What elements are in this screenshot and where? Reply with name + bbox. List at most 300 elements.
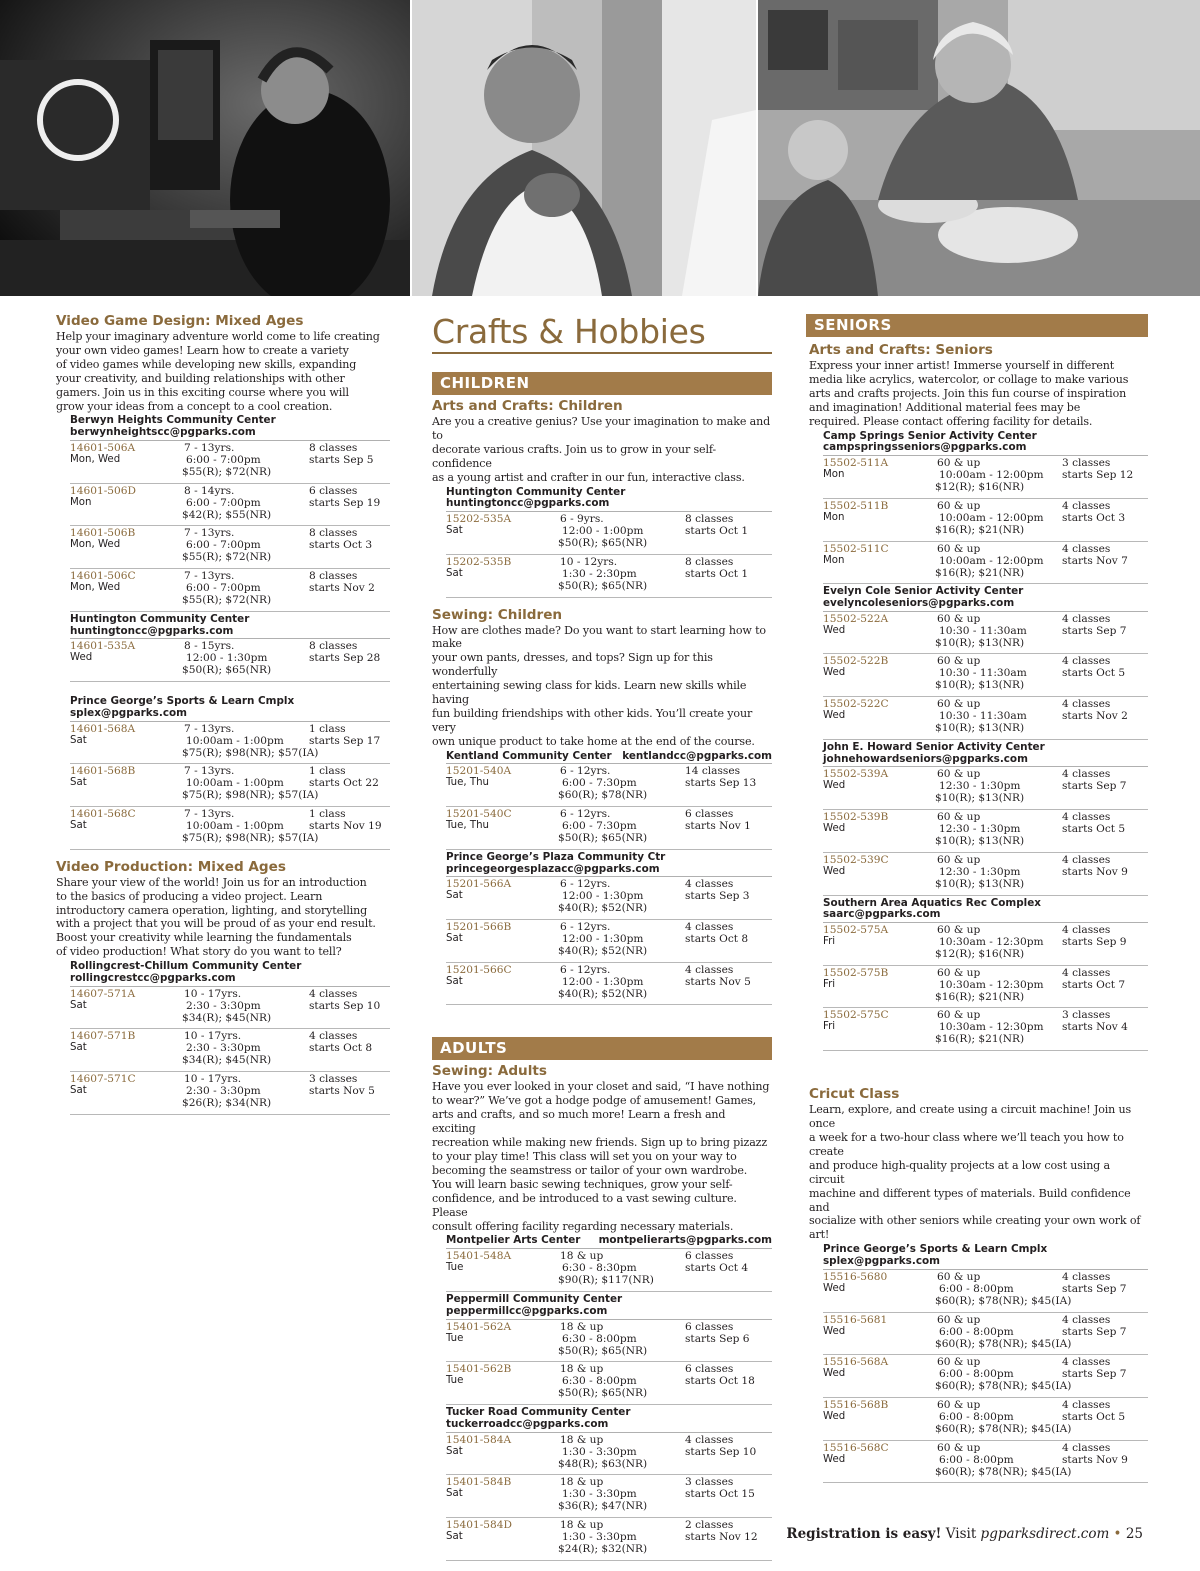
class-row[interactable] [823,1355,1148,1398]
class-count: 8 classes [685,555,734,568]
description-line: fun building friendships with other kids. You’ll create your very [432,706,753,734]
offerings [446,1235,772,1560]
class-time: 6:00 - 8:00pm [939,1325,1014,1338]
class-code[interactable]: 14601-506B [70,527,136,540]
class-code[interactable]: 15401-584B [446,1476,512,1489]
facility-email[interactable]: huntingtoncc@pgparks.com [70,624,234,637]
class-start: starts Nov 7 [1062,554,1128,567]
facility-email[interactable]: peppermillcc@pgparks.com [446,1304,608,1317]
class-fee: $12(R); $16(NR) [935,481,1025,494]
section-title-sewing-adults: Sewing: Adults [432,1063,547,1080]
facility-header [446,1294,772,1320]
class-days: Fri [823,1021,836,1033]
class-row[interactable] [823,923,1148,966]
description-line: a week for a two-hour class where we’ll teach you how to create [809,1130,1124,1158]
class-time: 2:30 - 3:30pm [186,999,261,1012]
class-ages: 6 - 12yrs. [560,765,611,778]
class-count: 4 classes [309,1030,358,1043]
section-title-video-game-design-mixed-ages: Video Game Design: Mixed Ages [56,313,304,329]
class-count: 3 classes [1062,1009,1111,1022]
class-days: Mon [823,469,845,481]
class-code[interactable]: 15202-535B [446,555,512,568]
facility-name: Southern Area Aquatics Rec Complex [823,896,1041,909]
class-days: Wed [70,652,93,664]
facility-email[interactable]: saarc@pgparks.com [823,908,941,921]
class-start: starts Sep 12 [1062,469,1134,482]
class-code[interactable]: 14601-568C [70,808,136,821]
class-ages: 60 & up [937,542,981,555]
class-count: 8 classes [685,513,734,526]
class-start: starts Nov 1 [685,820,751,833]
class-code[interactable]: 15502-575A [823,924,889,937]
facility-header [446,1235,772,1249]
class-ages: 7 - 13yrs. [184,442,235,455]
class-count: 4 classes [1062,655,1111,668]
class-time: 12:00 - 1:30pm [186,652,268,665]
class-count: 4 classes [1062,1313,1111,1326]
description-line: machine and different types of materials. Build confidence and [809,1186,1131,1214]
facility-email[interactable]: splex@pgparks.com [70,706,187,719]
class-fee: $60(R); $78(NR); $45(IA) [935,1337,1072,1350]
class-row[interactable] [70,526,390,569]
class-days: Wed [823,1453,846,1465]
class-row[interactable] [446,1249,772,1292]
class-fee: $50(R); $65(NR) [558,1387,648,1400]
class-days: Wed [823,823,846,835]
class-row[interactable] [446,1320,772,1363]
class-start: starts Oct 4 [685,1262,749,1275]
class-ages: 18 & up [560,1320,604,1333]
class-days: Sat [446,525,463,537]
class-fee: $16(R); $21(NR) [935,566,1025,579]
class-row[interactable] [446,963,772,1006]
class-start: starts Nov 9 [1062,1453,1128,1466]
facility-header [446,487,772,513]
class-row[interactable] [446,555,772,598]
class-code[interactable]: 14601-568A [70,722,136,735]
class-count: 4 classes [1062,1441,1111,1454]
class-fee: $10(R); $13(NR) [935,877,1025,890]
class-ages: 60 & up [937,698,981,711]
class-fee: $50(R); $65(NR) [182,664,272,677]
class-code[interactable]: 14601-568B [70,765,136,778]
class-row[interactable] [823,612,1148,655]
class-days: Tue [446,1262,464,1274]
class-row[interactable] [823,456,1148,499]
class-fee: $55(R); $72(NR) [182,466,272,479]
class-days: Tue, Thu [446,777,490,789]
class-fee: $34(R); $45(NR) [182,1054,272,1067]
class-start: starts Oct 3 [309,539,373,552]
description-line: own unique product to take home at the end of the course. [432,734,755,748]
class-start: starts Oct 8 [309,1042,373,1055]
class-code[interactable]: 15502-522B [823,655,889,668]
class-fee: $90(R); $117(NR) [558,1274,654,1287]
class-count: 4 classes [685,878,734,891]
class-count: 4 classes [1062,698,1111,711]
class-fee: $60(R); $78(NR); $45(IA) [935,1422,1072,1435]
class-row[interactable] [446,1475,772,1518]
class-count: 4 classes [1062,924,1111,937]
class-code[interactable]: 15516-568B [823,1398,889,1411]
class-time: 10:00am - 12:00pm [939,554,1044,567]
description-line: as a young artist and crafter in our fun, interactive class. [432,470,745,484]
facility-email[interactable]: splex@pgparks.com [823,1255,940,1268]
description-line: Are you a creative genius? Use your imagination to make and to [432,415,771,442]
facility-email[interactable]: montpelierarts@pgparks.com [598,1234,772,1247]
class-start: starts Nov 9 [1062,865,1128,878]
class-row[interactable] [70,639,390,682]
class-code[interactable]: 15201-566A [446,878,512,891]
offerings [446,487,772,598]
class-count: 4 classes [1062,1398,1111,1411]
description-line: to the basics of producing a video project. Learn [56,889,323,903]
class-fee: $40(R); $52(NR) [558,987,648,1000]
description-line: gamers. Join us in this exciting course where you will [56,385,349,399]
class-time: 12:00 - 1:30pm [562,933,644,946]
class-time: 12:00 - 1:30pm [562,890,644,903]
class-count: 6 classes [685,1250,734,1263]
facility-header [823,586,1148,612]
class-days: Mon [823,554,845,566]
class-fee: $50(R); $65(NR) [558,832,648,845]
facility-email[interactable]: huntingtoncc@pgparks.com [446,497,610,510]
class-code[interactable]: 15502-575C [823,1009,889,1022]
class-count: 4 classes [685,921,734,934]
class-fee: $48(R); $63(NR) [558,1457,648,1470]
class-start: starts Sep 17 [309,734,381,747]
class-ages: 60 & up [937,768,981,781]
class-time: 6:00 - 7:00pm [186,539,261,552]
class-row[interactable] [70,569,390,612]
class-count: 8 classes [309,527,358,540]
class-start: starts Sep 7 [1062,624,1127,637]
class-code[interactable]: 15401-562A [446,1320,512,1333]
class-ages: 60 & up [937,811,981,824]
class-days: Wed [823,1368,846,1380]
class-time: 12:00 - 1:30pm [562,975,644,988]
facility-email[interactable]: kentlandcc@pgparks.com [622,749,772,762]
website-link[interactable]: pgparksdirect.com [980,1526,1110,1542]
class-row[interactable] [446,512,772,555]
class-row[interactable] [823,966,1148,1009]
class-code[interactable]: 15201-566B [446,921,512,934]
class-count: 6 classes [685,1363,734,1376]
facility-name: Kentland Community Center [446,749,612,762]
description-line: your own pants, dresses, and tops? Sign up for this wonderfully [432,651,713,679]
class-time: 10:00am - 12:00pm [939,469,1044,482]
class-row[interactable] [823,654,1148,697]
class-code[interactable]: 15502-522A [823,612,889,625]
class-row[interactable] [823,499,1148,542]
class-start: starts Sep 7 [1062,1325,1127,1338]
class-ages: 60 & up [937,612,981,625]
class-code[interactable]: 15516-568A [823,1356,889,1369]
class-code[interactable]: 15401-584A [446,1433,512,1446]
class-count: 6 classes [685,808,734,821]
class-code[interactable]: 14601-535A [70,640,136,653]
class-fee: $16(R); $21(NR) [935,523,1025,536]
class-fee: $60(R); $78(NR); $45(IA) [935,1465,1072,1478]
class-time: 10:30 - 11:30am [939,624,1027,637]
description-line: Help your imaginary adventure world come to life creating [56,330,380,343]
facility-name: Huntington Community Center [446,485,626,498]
section-description [432,1080,772,1233]
class-ages: 10 - 17yrs. [184,1073,242,1086]
class-row[interactable] [823,542,1148,585]
class-ages: 6 - 12yrs. [560,878,611,891]
class-row[interactable] [70,764,390,807]
facility-email[interactable]: rollingcrestcc@pgparks.com [70,971,236,984]
class-row[interactable] [446,1433,772,1476]
facility-email[interactable]: johnehowardseniors@pgparks.com [823,752,1028,765]
class-code[interactable]: 15401-548A [446,1250,512,1263]
footer [786,1526,1143,1542]
class-ages: 6 - 12yrs. [560,963,611,976]
section-title-sewing-children: Sewing: Children [432,606,563,623]
class-code[interactable]: 14601-506C [70,570,136,583]
class-fee: $50(R); $65(NR) [558,537,648,550]
category-bar-children: CHILDREN [432,372,772,395]
description-line: Share your view of the world! Join us for an introduction [56,875,367,889]
page-heading: Crafts & Hobbies [432,314,772,354]
facility-email[interactable]: evelyncoleseniors@pgparks.com [823,596,1015,609]
class-days: Tue [446,1332,464,1344]
class-start: starts Oct 5 [1062,823,1126,836]
class-time: 2:30 - 3:30pm [186,1042,261,1055]
class-code[interactable]: 15201-566C [446,963,512,976]
class-ages: 8 - 14yrs. [184,484,235,497]
class-days: Sat [446,1530,463,1542]
class-days: Fri [823,936,836,948]
class-fee: $50(R); $65(NR) [558,579,648,592]
section-description [809,1103,1148,1242]
class-row[interactable] [70,807,390,850]
class-row[interactable] [446,764,772,807]
section-description [809,359,1148,429]
description-line: You will learn basic sewing techniques, grow your self- [432,1177,733,1191]
class-count: 4 classes [1062,966,1111,979]
class-days: Sat [446,1445,463,1457]
class-time: 12:30 - 1:30pm [939,780,1021,793]
class-count: 3 classes [685,1476,734,1489]
class-fee: $60(R); $78(NR); $45(IA) [935,1294,1072,1307]
class-fee: $10(R); $13(NR) [935,792,1025,805]
class-code[interactable]: 15502-511B [823,499,889,512]
class-code[interactable]: 15502-522C [823,698,889,711]
class-ages: 6 - 12yrs. [560,921,611,934]
class-row[interactable] [823,1008,1148,1051]
class-row[interactable] [70,987,390,1030]
class-code[interactable]: 14607-571B [70,1030,136,1043]
class-start: starts Sep 13 [685,777,757,790]
class-time: 6:00 - 8:00pm [939,1368,1014,1381]
class-row[interactable] [446,877,772,920]
class-start: starts Oct 7 [1062,978,1126,991]
class-time: 6:00 - 7:30pm [562,820,637,833]
class-code[interactable]: 15202-535A [446,513,512,526]
class-days: Sat [446,1488,463,1500]
class-code[interactable]: 14601-506A [70,442,136,455]
class-count: 4 classes [1062,612,1111,625]
class-time: 6:00 - 7:30pm [562,777,637,790]
class-fee: $42(R); $55(NR) [182,508,272,521]
class-start: starts Sep 6 [685,1332,750,1345]
class-row[interactable] [823,1398,1148,1441]
class-start: starts Sep 7 [1062,1368,1127,1381]
column-left [56,314,390,1125]
class-days: Mon, Wed [70,539,121,551]
class-code[interactable]: 15516-568C [823,1441,889,1454]
description-line: Learn, explore, and create using a circuit machine! Join us once [809,1103,1132,1131]
class-row[interactable] [823,853,1148,896]
facility-email[interactable]: tuckerroadcc@pgparks.com [446,1417,609,1430]
class-code[interactable]: 14601-506D [70,484,136,497]
facility-header [70,614,390,640]
facility-email[interactable]: berwynheightscc@pgparks.com [70,426,256,439]
facility-header [446,1407,772,1433]
class-row[interactable] [70,722,390,765]
class-row[interactable] [446,1518,772,1561]
class-fee: $75(R); $98(NR); $57(IA) [182,832,319,845]
class-row[interactable] [823,1313,1148,1356]
class-row[interactable] [823,1270,1148,1313]
section-description [432,415,772,485]
class-ages: 7 - 13yrs. [184,570,235,583]
class-ages: 60 & up [937,1356,981,1369]
facility-name: Berwyn Heights Community Center [70,414,276,427]
class-days: Sat [70,820,87,832]
facility-name: Camp Springs Senior Activity Center [823,429,1037,442]
class-fee: $50(R); $65(NR) [558,1344,648,1357]
class-fee: $24(R); $32(NR) [558,1542,648,1555]
class-start: starts Oct 5 [1062,667,1126,680]
class-row[interactable] [823,697,1148,740]
class-count: 8 classes [309,570,358,583]
class-count: 4 classes [1062,853,1111,866]
class-days: Sat [70,777,87,789]
class-code[interactable]: 15516-5680 [823,1270,888,1283]
facility-name: Prince George’s Sports & Learn Cmplx [70,695,295,708]
class-count: 8 classes [309,640,358,653]
class-row[interactable] [823,810,1148,853]
class-ages: 7 - 13yrs. [184,765,235,778]
facility-name: Huntington Community Center [70,612,250,625]
class-code[interactable]: 15401-584D [446,1518,512,1531]
class-start: starts Sep 3 [685,890,750,903]
class-time: 1:30 - 3:30pm [562,1445,637,1458]
class-code[interactable]: 14607-571A [70,987,136,1000]
class-row[interactable] [446,807,772,850]
class-row[interactable] [70,484,390,527]
class-row[interactable] [446,920,772,963]
description-line: Express your inner artist! Immerse yourself in different [809,359,1115,372]
class-start: starts Sep 19 [309,496,381,509]
facility-email[interactable]: campspringsseniors@pgparks.com [823,441,1027,454]
class-start: starts Sep 10 [685,1445,757,1458]
registration-easy-text: Registration is easy! [786,1526,942,1542]
description-line: to wear?” We’ve got a hodge podge of amusement! Games, [432,1094,757,1108]
class-ages: 10 - 12yrs. [560,555,618,568]
class-code[interactable]: 15502-539B [823,811,889,824]
class-time: 6:00 - 8:00pm [939,1410,1014,1423]
class-time: 10:30am - 12:30pm [939,978,1044,991]
class-time: 10:30am - 12:30pm [939,1021,1044,1034]
facility-header [70,696,390,722]
class-row[interactable] [823,767,1148,810]
class-fee: $60(R); $78(NR) [558,789,648,802]
class-days: Sat [446,890,463,902]
class-start: starts Oct 1 [685,525,749,538]
section-description [56,330,390,413]
class-days: Tue, Thu [446,820,490,832]
class-row[interactable] [823,1441,1148,1484]
class-ages: 60 & up [937,966,981,979]
class-count: 1 class [309,765,346,778]
description-line: arts and crafts, and so much more! Learn a fresh and exciting [432,1108,726,1136]
class-time: 10:00am - 1:00pm [186,777,284,790]
class-fee: $75(R); $98(NR); $57(IA) [182,789,319,802]
facility-header [446,852,772,878]
class-fee: $16(R); $21(NR) [935,1033,1025,1046]
class-code[interactable]: 15502-539C [823,853,889,866]
facility-name: Tucker Road Community Center [446,1405,631,1418]
class-time: 1:30 - 3:30pm [562,1530,637,1543]
class-row[interactable] [70,441,390,484]
class-code[interactable]: 15201-540C [446,808,512,821]
class-code[interactable]: 15516-5681 [823,1313,888,1326]
class-fee: $55(R); $72(NR) [182,594,272,607]
class-code[interactable]: 14607-571C [70,1073,136,1086]
class-days: Wed [823,1410,846,1422]
facility-header [70,415,390,441]
class-count: 4 classes [1062,768,1111,781]
class-code[interactable]: 15502-539A [823,768,889,781]
class-row[interactable] [70,1072,390,1115]
facility-header [446,751,772,765]
class-days: Sat [446,975,463,987]
class-fee: $75(R); $98(NR); $57(IA) [182,746,319,759]
class-fee: $10(R); $13(NR) [935,636,1025,649]
class-count: 4 classes [1062,811,1111,824]
class-time: 6:00 - 7:00pm [186,496,261,509]
class-code[interactable]: 15401-562B [446,1363,512,1376]
class-days: Sat [446,933,463,945]
class-code[interactable]: 15201-540A [446,765,512,778]
class-code[interactable]: 15502-511C [823,542,889,555]
class-count: 1 class [309,808,346,821]
class-code[interactable]: 15502-575B [823,966,889,979]
class-ages: 7 - 13yrs. [184,527,235,540]
class-days: Sat [70,734,87,746]
class-count: 3 classes [309,1073,358,1086]
facility-name: Rollingcrest-Chillum Community Center [70,960,302,973]
class-fee: $34(R); $45(NR) [182,1011,272,1024]
class-row[interactable] [70,1029,390,1072]
class-days: Fri [823,978,836,990]
class-ages: 18 & up [560,1433,604,1446]
class-fee: $60(R); $78(NR); $45(IA) [935,1380,1072,1393]
class-fee: $36(R); $47(NR) [558,1500,648,1513]
facility-email[interactable]: princegeorgesplazacc@pgparks.com [446,862,660,875]
class-count: 6 classes [685,1320,734,1333]
class-time: 1:30 - 3:30pm [562,1488,637,1501]
class-start: starts Sep 10 [309,999,381,1012]
class-row[interactable] [446,1362,772,1405]
description-line: How are clothes made? Do you want to start learning how to make [432,623,766,651]
class-code[interactable]: 15502-511A [823,457,889,470]
description-line: becoming the seamstress or tailor of your own wardrobe. [432,1163,748,1177]
